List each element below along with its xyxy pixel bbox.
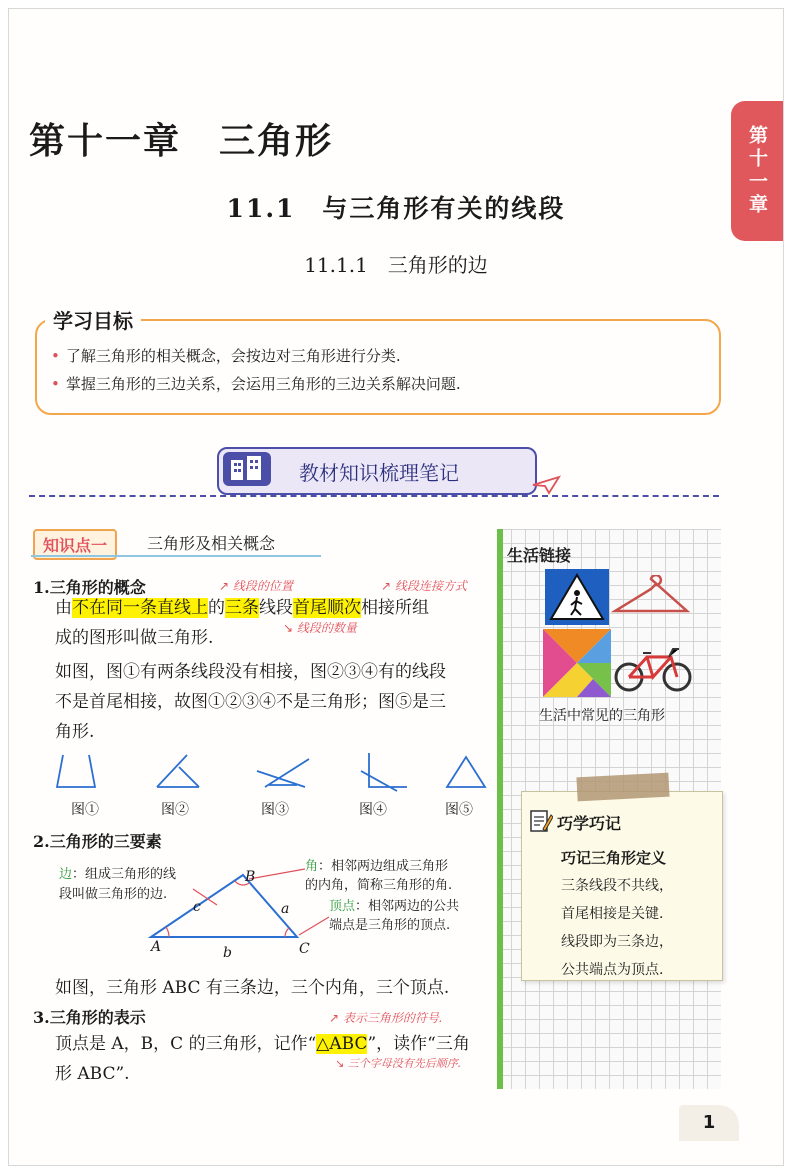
- paper-plane-icon: [531, 475, 561, 495]
- knowledge-point-title: 三角形及相关概念: [147, 534, 276, 553]
- figure-2-shape: [157, 755, 199, 787]
- goal-text: 掌握三角形的三边关系，会运用三角形的三边关系解决问题.: [65, 375, 461, 393]
- figure-drawings: [47, 749, 487, 799]
- notepad-pencil-icon: [529, 807, 553, 833]
- concept-line-2: 成的图形叫做三角形.: [55, 628, 214, 648]
- tape-strip: [576, 773, 669, 802]
- concept-heading: 1.三角形的概念: [33, 578, 146, 597]
- bicycle-icon: [613, 645, 693, 695]
- hanger-icon: [611, 575, 691, 617]
- life-link-title: 生活链接: [507, 546, 572, 565]
- memo-subtitle: 巧记三角形定义: [561, 849, 667, 867]
- concept-line-4: 不是首尾相接，故图①②③④不是三角形；图⑤是三: [55, 692, 446, 712]
- goal-text: 了解三角形的相关概念，会按边对三角形进行分类.: [65, 347, 401, 365]
- figure-5-shape: [447, 757, 485, 787]
- elements-summary: 如图，三角形 ABC 有三条边，三个内角，三个顶点.: [55, 978, 450, 998]
- crosswalk-sign-icon: [545, 569, 609, 625]
- edge-definition: 边：组成三角形的线 段叫做三角形的边.: [59, 867, 177, 902]
- chapter-title: 第十一章 三角形: [29, 120, 334, 162]
- representation-line-1: 顶点是 A，B，C 的三角形，记作“△ABC”，读作“三角: [55, 1034, 470, 1054]
- figure-label: 图⑤: [445, 802, 473, 818]
- vertex-label-a: A: [151, 939, 162, 955]
- memo-line: 公共端点为顶点.: [561, 962, 664, 978]
- vertex-definition: 顶点：相邻两边的公共 端点是三角形的顶点.: [329, 899, 460, 933]
- bullet-icon: •: [51, 375, 60, 393]
- side-panel-rule: [497, 529, 503, 1089]
- vertex-label-c: C: [299, 941, 310, 957]
- figure-label: 图①: [71, 802, 99, 818]
- annotation-order: ↘ 三个字母没有先后顺序.: [335, 1057, 462, 1070]
- goal-item: [51, 345, 401, 366]
- figure-1-shape: [57, 755, 95, 787]
- memo-title: 巧学巧记: [557, 814, 622, 833]
- figure-3-shape: [257, 759, 309, 787]
- divider: [29, 495, 719, 497]
- side-label-c: c: [193, 899, 201, 915]
- subsection-title: 11.1.1 三角形的边: [304, 253, 488, 277]
- annotation-count: ↘ 线段的数量: [283, 621, 357, 635]
- learning-goals-label: 学习目标: [45, 305, 141, 334]
- angle-definition: 角：相邻两边组成三角形 的内角，简称三角形的角.: [305, 859, 453, 893]
- figure-label: 图④: [359, 802, 387, 818]
- side-label-a: a: [281, 901, 290, 917]
- representation-heading: 3.三角形的表示: [33, 1008, 146, 1027]
- tangram-icon: [543, 629, 611, 697]
- figure-label: 图③: [261, 802, 289, 818]
- knowledge-point-badge: 知识点一: [33, 529, 117, 560]
- textbook-page: [8, 8, 784, 1166]
- goal-item: [51, 373, 461, 394]
- life-link-caption: 生活中常见的三角形: [539, 708, 665, 724]
- figure-4-shape: [361, 753, 407, 791]
- concept-line-5: 角形.: [55, 722, 95, 742]
- notes-banner-title: 教材知识梳理笔记: [299, 461, 459, 485]
- section-title: 11.1 与三角形有关的线段: [226, 194, 566, 223]
- elements-heading: 2.三角形的三要素: [33, 832, 162, 851]
- figure-label: 图②: [161, 802, 189, 818]
- concept-line-1: 由不在同一条直线上的三条线段首尾顺次相接所组: [55, 598, 429, 618]
- memo-line: 三条线段不共线，: [561, 878, 673, 894]
- building-icon: [223, 452, 271, 486]
- concept-line-3: 如图，图①有两条线段没有相接，图②③④有的线段: [55, 662, 446, 682]
- annotation-position: ↗ 线段的位置: [219, 579, 293, 593]
- bullet-icon: •: [51, 347, 60, 365]
- page-number: 1: [679, 1105, 739, 1141]
- annotation-symbol: ↗ 表示三角形的符号.: [329, 1011, 443, 1025]
- divider: [31, 555, 321, 557]
- memo-line: 首尾相接是关键.: [561, 906, 664, 922]
- chapter-tab[interactable]: 第十一章: [731, 101, 783, 241]
- side-label-b: b: [223, 945, 232, 961]
- memo-line: 线段即为三条边，: [561, 934, 673, 950]
- representation-line-2: 形 ABC”.: [55, 1064, 130, 1084]
- vertex-label-b: B: [245, 869, 256, 885]
- annotation-connect: ↗ 线段连接方式: [381, 579, 467, 593]
